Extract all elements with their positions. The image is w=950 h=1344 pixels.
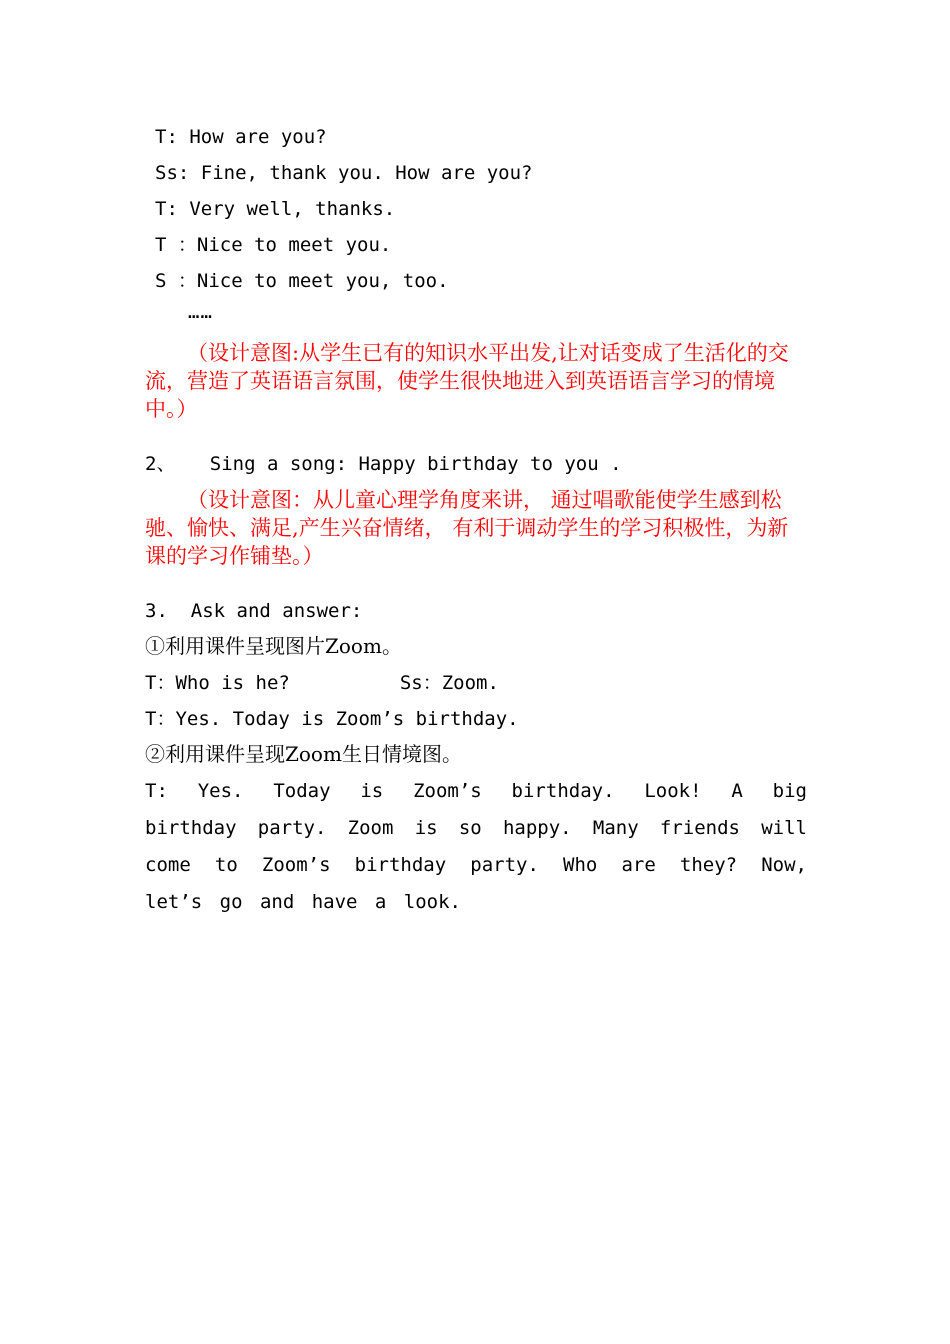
dialogue-line-5: S ：Nice to meet you, too.	[155, 270, 449, 292]
dialogue-line-1: T: How are you?	[155, 126, 327, 148]
dialogue-line-3: T: Very well, thanks.	[155, 198, 396, 220]
qa-line-2: T：Yes. Today is Zoom’s birthday.	[145, 708, 519, 730]
dialogue-line-4: T ：Nice to meet you.	[155, 234, 392, 256]
dialogue-line-2: Ss: Fine, thank you. How are you?	[155, 162, 533, 184]
item-1: ①利用课件呈现图片Zoom。	[145, 634, 402, 658]
step-2-heading: 2、 Sing a song: Happy birthday to you .	[145, 453, 622, 475]
qa-1-teacher: T：Who is he?	[145, 672, 290, 694]
design-intent-1: （设计意图:从学生已有的知识水平出发,让对话变成了生活化的交流，营造了英语语言氛围，使学生很快地进入到英语语言学习的情境中。）	[145, 341, 789, 421]
item-2: ②利用课件呈现Zoom生日情境图。	[145, 742, 462, 766]
design-intent-2: （设计意图：从儿童心理学角度来讲， 通过唱歌能使学生感到松驰、愉快、满足,产生兴奋情绪， 有利于调动学生的学习积极性，为新课的学习作铺垫。）	[145, 488, 789, 568]
ellipsis: ……	[188, 301, 213, 323]
step-3-heading: 3. Ask and answer:	[145, 600, 363, 622]
final-paragraph: T: Yes. Today is Zoom’s birthday. Look! A big birthday party. Zoom is so happy. Many friends will come to Zoom’s birthday party. Who are they? Now, let’s go and have a look.	[145, 780, 807, 913]
qa-1-students: Ss：Zoom.	[399, 672, 499, 694]
qa-line-1	[145, 671, 805, 695]
